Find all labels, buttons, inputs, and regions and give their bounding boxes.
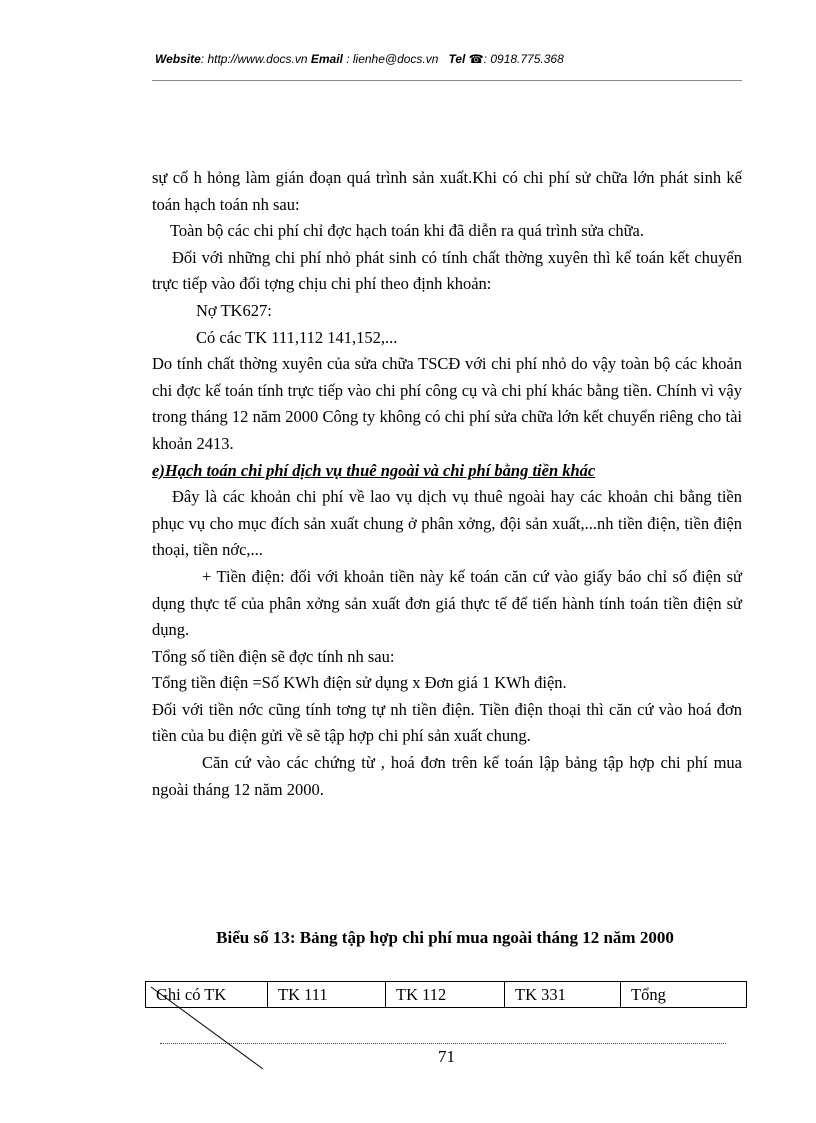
paragraph: Đối với những chi phí nhỏ phát sinh có tính chất thờng xuyên thì kế toán kết chuyển trực tiếp vào đối tợng chịu chi phí theo định khoản:: [152, 247, 742, 294]
diagonal-header-line: [145, 983, 270, 1073]
email-label: Email: [310, 52, 343, 66]
section-subheading: e)Hạch toán chi phí dịch vụ thuê ngoài và chi phí bằng tiền khác: [152, 460, 596, 480]
page-header: [155, 52, 564, 66]
document-body: [152, 165, 742, 803]
tel-number: : 0918.775.368: [483, 52, 564, 66]
table-header-cell: TK 331: [505, 982, 621, 1008]
website-label: Website: [155, 52, 201, 66]
website-url[interactable]: : http://www.docs.vn: [200, 52, 308, 66]
page-number: 71: [438, 1047, 455, 1066]
tel-label: Tel: [448, 52, 466, 66]
paragraph: Căn cứ vào các chứng từ , hoá đơn trên kế toán lập bảng tập hợp chi phí mua ngoài tháng 12 năm 2000.: [152, 753, 742, 799]
footer-divider: [160, 1043, 726, 1044]
table-header-cell: Ghi có TK: [146, 982, 268, 1008]
table-header-cell: TK 111: [268, 982, 386, 1008]
paragraph: Toàn bộ các chi phí chỉ đợc hạch toán khi đã diễn ra quá trình sửa chữa.: [170, 221, 644, 241]
paragraph: Có các TK 111,112 141,152,...: [196, 327, 398, 347]
paragraph: Tổng tiền điện =Số KWh điện sử dụng x Đơn giá 1 KWh điện.: [152, 673, 567, 693]
table-header-cell: TK 112: [386, 982, 505, 1008]
paragraph: Nợ TK627:: [196, 300, 272, 320]
paragraph: + Tiền điện: đối với khoản tiền này kế toán căn cứ vào giấy báo chỉ số điện sử dụng thực tế của phân xởng sản xuất đơn giá thực tế để tiến hành tính toán tiền điện sử dụng.: [152, 566, 742, 640]
paragraph: Đây là các khoản chi phí về lao vụ dịch vụ thuê ngoài hay các khoản chi bằng tiền phục vụ cho mục đích sản xuất chung ở phân xởng, đội sản xuất,...nh tiền điện, tiền điện thoại, tiền nớc,...: [152, 487, 742, 560]
phone-icon: ☎: [468, 52, 484, 66]
table-header-cell: Tổng: [621, 982, 747, 1008]
paragraph: Tổng số tiền điện sẽ đợc tính nh sau:: [152, 646, 395, 666]
email-address[interactable]: : lienhe@docs.vn: [342, 52, 439, 66]
paragraph: Đối với tiền nớc cũng tính tơng tự nh tiền điện. Tiền điện thoại thì căn cứ vào hoá đơn tiền của bu điện gửi về sẽ tập hợp chi phí sản xuất chung.: [152, 699, 742, 746]
paragraph: Do tính chất thờng xuyên của sửa chữa TSCĐ với chi phí nhỏ do vậy toàn bộ các khoản chi đợc kế toán tính trực tiếp vào chi phí công cụ và chi phí khác bằng tiền. Chính vì vậy trong tháng 12 năm 2000 Công ty không có chi phí sửa chữa lớn kết chuyển riêng cho tài khoản 2413.: [152, 354, 742, 453]
table-caption: Biểu số 13: Bảng tập hợp chi phí mua ngoài tháng 12 năm 2000: [216, 928, 674, 947]
paragraph: sự cố h hỏng làm gián đoạn quá trình sản xuất.Khi có chi phí sử chữa lớn phát sinh kế toán hạch toán nh sau:: [152, 168, 742, 214]
header-divider: [152, 80, 742, 81]
